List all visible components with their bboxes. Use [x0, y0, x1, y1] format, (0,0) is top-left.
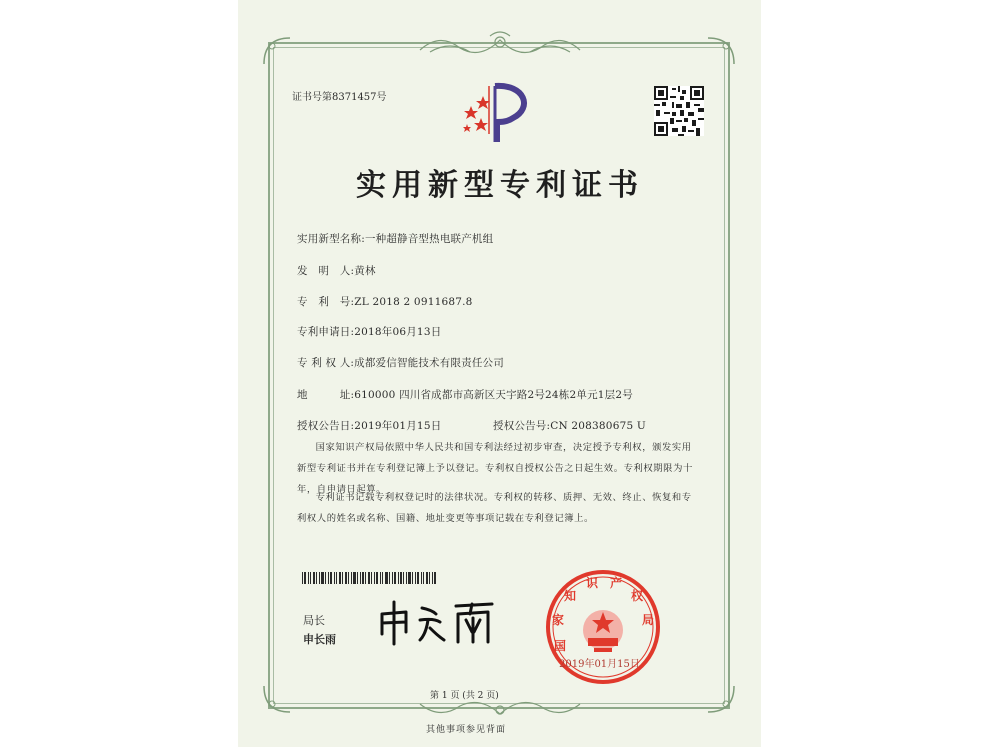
field-inventor: [297, 263, 376, 278]
footer-note: 其他事项参见背面: [426, 725, 507, 735]
qr-code-icon: [654, 86, 704, 136]
corner-ornament: [706, 684, 736, 714]
field-value: 2019年01月15日: [354, 420, 442, 432]
director-signature: [376, 598, 498, 646]
field-value: ZL 2018 2 0911687.8: [354, 296, 473, 308]
field-value: 成都爱信智能技术有限责任公司: [354, 357, 504, 369]
field-patentee: [297, 355, 504, 370]
svg-text:国: 国: [553, 639, 567, 653]
field-value: CN 208380675 U: [550, 420, 646, 432]
field-label: 专 利 号:: [297, 296, 355, 308]
svg-text:家: 家: [551, 613, 565, 627]
field-application-date: [297, 324, 441, 339]
certificate-number: 证书号第8371457号: [292, 92, 387, 103]
field-value: 一种超静音型热电联产机组: [364, 233, 494, 245]
field-label: 实用新型名称:: [297, 233, 365, 245]
field-label: 授权公告号:: [493, 420, 551, 432]
field-utility-model-name: [297, 231, 493, 246]
page-number: 第 1 页 (共 2 页): [430, 691, 499, 701]
field-grant-date: [297, 418, 441, 433]
svg-text:知: 知: [563, 589, 577, 603]
field-patent-number: [297, 294, 473, 309]
certificate-title: 实用新型专利证书: [356, 168, 644, 203]
field-value: 黄林: [354, 265, 376, 277]
field-label: 地 址:: [297, 389, 355, 401]
patent-office-logo-icon: [455, 82, 545, 144]
paragraph-grant-statement: 国家知识产权局依照中华人民共和国专利法经过初步审查，决定授予专利权，颁发实用新型专利证书并在专利登记簿上予以登记。专利权自授权公告之日起生效。专利权期限为十年，自申请日起算。: [297, 442, 693, 495]
field-label: 授权公告日:: [297, 420, 355, 432]
director-title: 局长: [303, 614, 325, 627]
field-value: 2018年06月13日: [354, 326, 442, 338]
corner-ornament: [262, 684, 292, 714]
top-ornament: [410, 30, 590, 60]
field-address: [297, 387, 633, 402]
barcode-icon: [302, 572, 436, 584]
corner-ornament: [706, 36, 736, 66]
svg-text:识: 识: [585, 576, 599, 590]
field-grant-number: [493, 418, 646, 433]
field-label: 专利申请日:: [297, 326, 355, 338]
svg-text:局: 局: [641, 613, 655, 627]
paragraph-legal-status: 专利证书记载专利权登记时的法律状况。专利权的转移、质押、无效、终止、恢复和专利权人的姓名或名称、国籍、地址变更等事项记载在专利登记簿上。: [297, 492, 692, 524]
seal-date: 2019年01月15日: [559, 659, 640, 670]
svg-text:权: 权: [630, 589, 644, 603]
field-label: 专 利 权 人:: [297, 357, 355, 369]
director-name: 申长雨: [303, 633, 336, 646]
corner-ornament: [262, 36, 292, 66]
svg-text:产: 产: [609, 576, 623, 590]
field-label: 发 明 人:: [297, 265, 355, 277]
field-value: 610000 四川省成都市高新区天宇路2号24栋2单元1层2号: [354, 389, 633, 401]
